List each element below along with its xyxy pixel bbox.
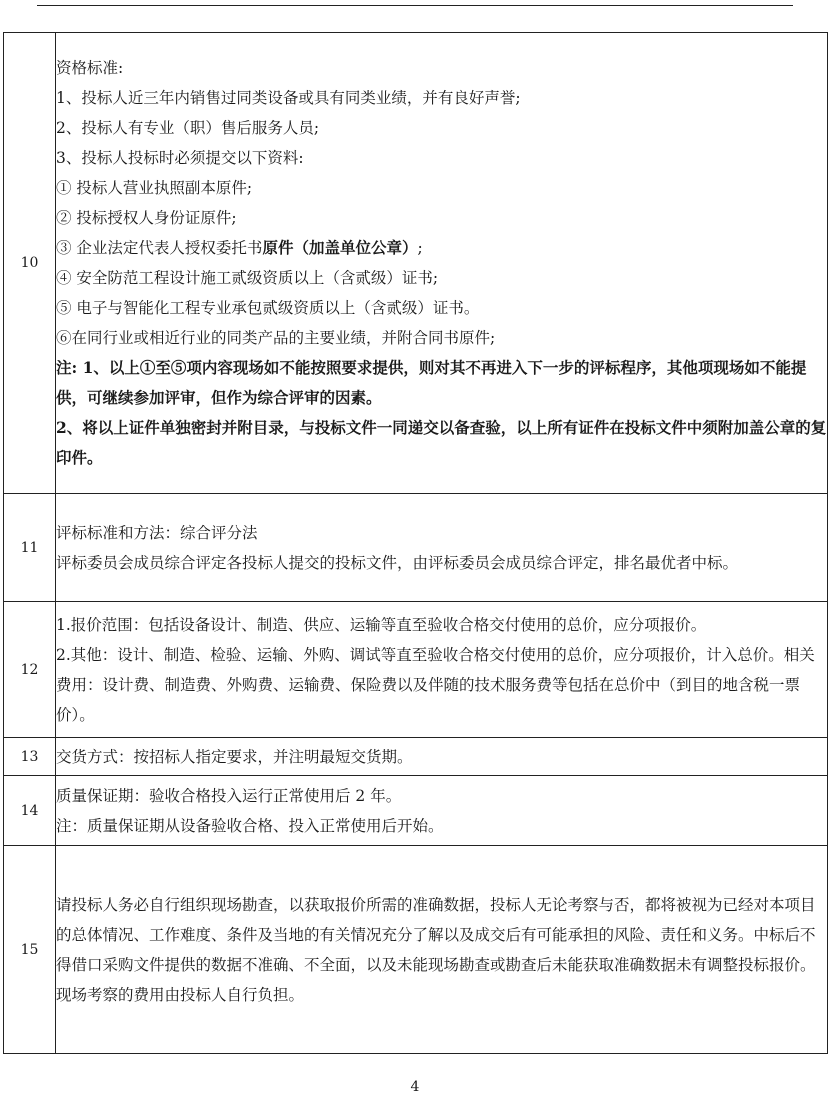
note-2: 2、将以上证件单独密封并附目录，与投标文件一同递交以备查验，以上所有证件在投标文件中须附加盖公章的复印件。	[56, 418, 827, 467]
qualification-title: 资格标准:	[56, 59, 124, 77]
warranty-period: 质量保证期：验收合格投入运行正常使用后 2 年。	[56, 786, 402, 805]
quotation-scope: 1.报价范围：包括设备设计、制造、供应、运输等直至验收合格交付使用的总价，应分项报价。	[56, 615, 707, 634]
document-item-3-emphasis: 原件（加盖单位公章）	[262, 238, 418, 257]
qualification-item-2: 2、投标人有专业（职）售后服务人员;	[56, 119, 320, 137]
quotation-scope-cell	[56, 602, 828, 738]
row-number: 15	[4, 846, 56, 1054]
note-1: 注: 1、以上①至⑤项内容现场如不能按照要求提供，则对其不再进入下一步的评标程序，其他项现场如不能提供，可继续参加评审，但作为综合评审的因素。	[56, 358, 807, 407]
header-rule	[37, 5, 793, 6]
page-number: 4	[410, 1079, 420, 1095]
site-survey-text: 请投标人务必自行组织现场勘查，以获取报价所需的准确数据，投标人无论考察与否，都将被视为已经对本项目的总体情况、工作难度、条件及当地的有关情况充分了解以及成交后有可能承担的风险、责任和义务。中标后不得借口采购文件提供的数据不准确、不全面，以及未能现场勘查或勘查后未能获取准确数据未有调整投标报价。现场考察的费用由投标人自行负担。	[56, 895, 816, 1004]
row-number: 13	[4, 738, 56, 776]
evaluation-method-text: 评标委员会成员综合评定各投标人提交的投标文件，由评标委员会成员综合评定，排名最优者中标。	[56, 553, 739, 572]
document-item-2: ② 投标授权人身份证原件;	[56, 209, 237, 227]
document-item-3-end: ;	[417, 239, 423, 257]
delivery-method: 交货方式：按招标人指定要求，并注明最短交货期。	[56, 747, 413, 766]
site-survey-cell	[56, 846, 828, 1054]
document-item-4: ④ 安全防范工程设计施工贰级资质以上（含贰级）证书;	[56, 269, 439, 287]
row-number: 10	[4, 33, 56, 494]
warranty-note: 注：质量保证期从设备验收合格、投入正常使用后开始。	[56, 816, 444, 835]
delivery-method-cell	[56, 738, 828, 776]
quotation-other: 2.其他：设计、制造、检验、运输、外购、调试等直至验收合格交付使用的总价，应分项报价，计入总价。相关费用：设计费、制造费、外购费、运输费、保险费以及伴随的技术服务费等包括在总价中（到目的地含税一票价）。	[56, 645, 815, 724]
warranty-cell	[56, 776, 828, 846]
table-row-11	[4, 494, 828, 602]
qualification-criteria-cell	[56, 33, 828, 494]
document-item-3-text: ③ 企业法定代表人授权委托书	[56, 239, 263, 257]
evaluation-method-title: 评标标准和方法：综合评分法	[56, 523, 258, 542]
row-number: 14	[4, 776, 56, 846]
row-number: 12	[4, 602, 56, 738]
table-row-14	[4, 776, 828, 846]
document-item-5: ⑤ 电子与智能化工程专业承包贰级资质以上（含贰级）证书。	[56, 299, 480, 317]
table-row-12	[4, 602, 828, 738]
document-item-3	[56, 233, 827, 263]
bid-requirements-table	[3, 32, 828, 1054]
table-row-13	[4, 738, 828, 776]
qualification-item-1: 1、投标人近三年内销售过同类设备或具有同类业绩，并有良好声誉;	[56, 89, 521, 107]
table-row-10	[4, 33, 828, 494]
document-item-1: ① 投标人营业执照副本原件;	[56, 179, 253, 197]
table-row-15	[4, 846, 828, 1054]
qualification-item-3: 3、投标人投标时必须提交以下资料:	[56, 149, 304, 167]
row-number: 11	[4, 494, 56, 602]
document-item-6: ⑥在同行业或相近行业的同类产品的主要业绩，并附合同书原件;	[56, 329, 496, 347]
evaluation-method-cell	[56, 494, 828, 602]
